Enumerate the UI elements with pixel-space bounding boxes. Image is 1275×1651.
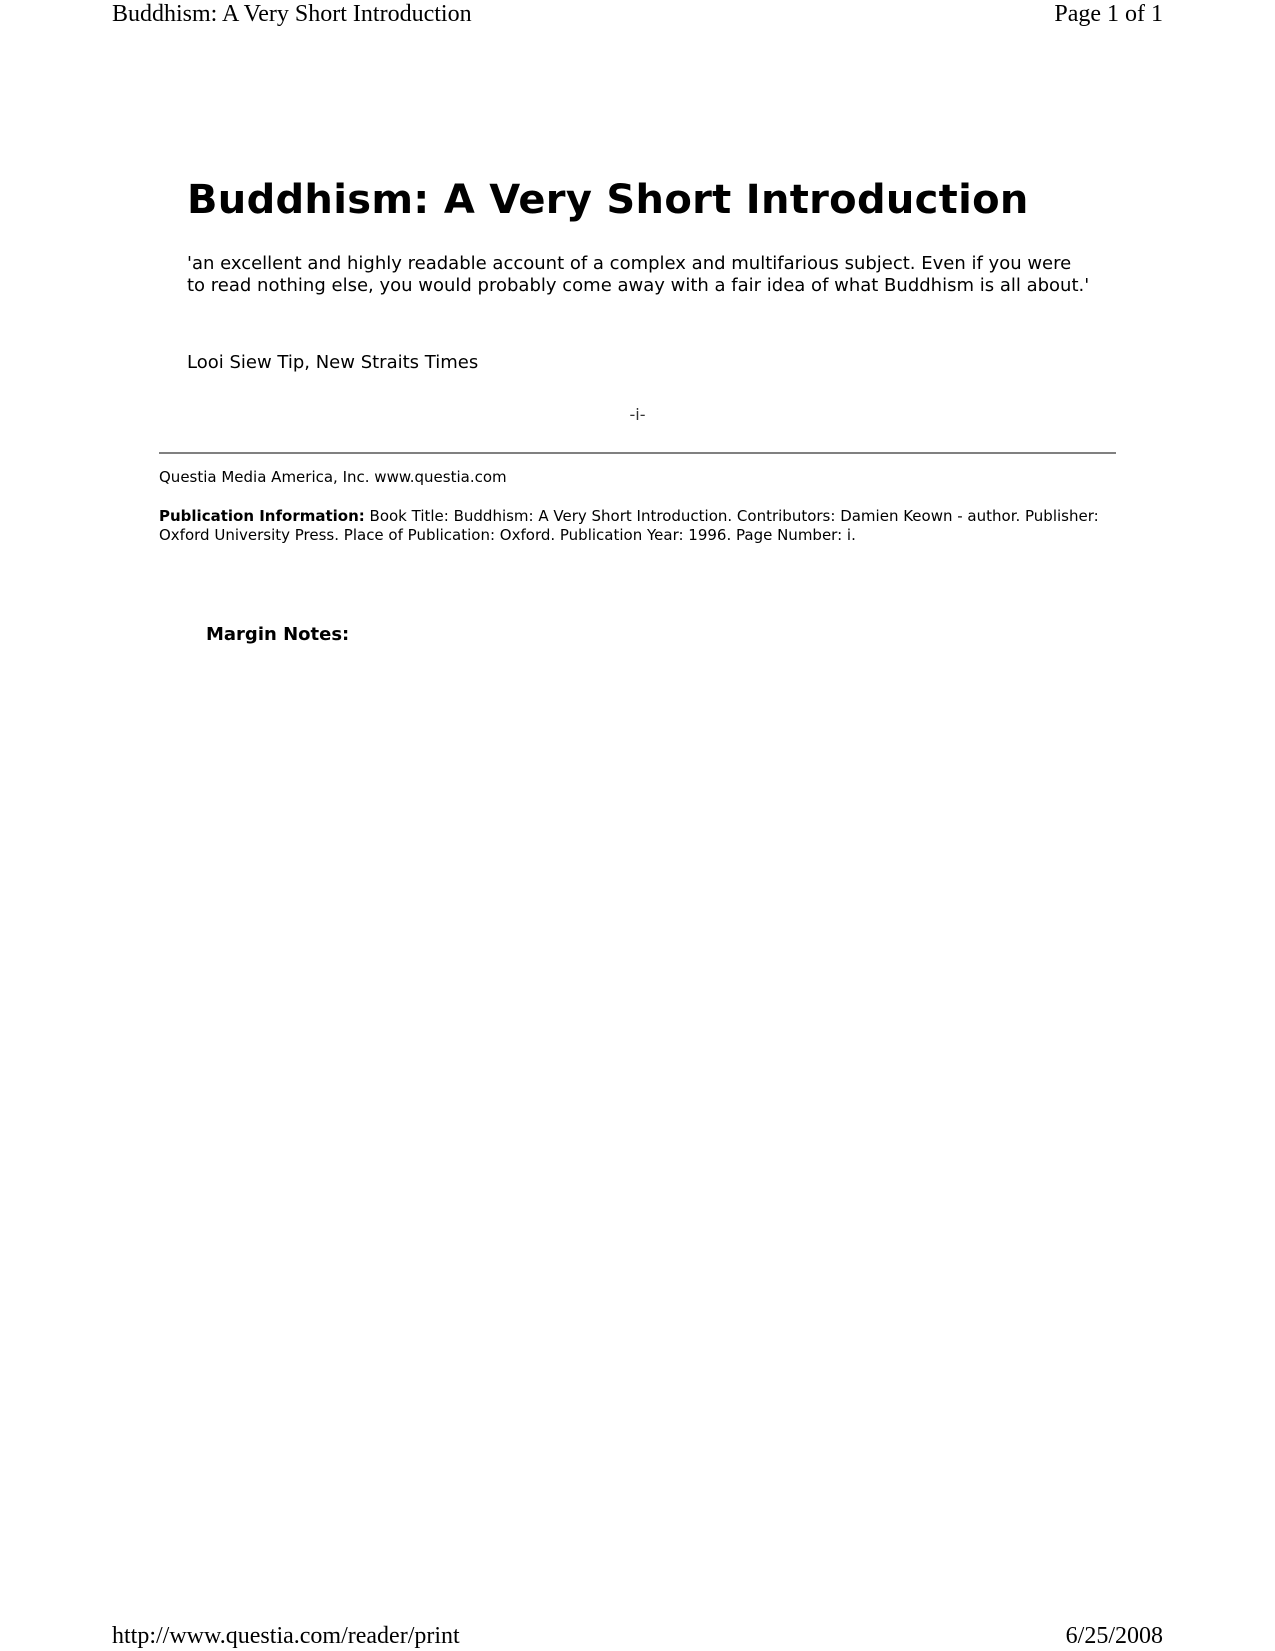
- publication-information: [159, 507, 1119, 545]
- print-header-page-count: Page 1 of 1: [1054, 1, 1163, 27]
- print-footer-date: 6/25/2008: [1065, 1623, 1163, 1649]
- margin-notes-label: Margin Notes:: [206, 624, 350, 645]
- print-header-title: Buddhism: A Very Short Introduction: [112, 1, 472, 27]
- publication-information-text: Book Title: Buddhism: A Very Short Introduction. Contributors: Damien Keown - author. Publisher: Oxford University Press. Place of Publication: Oxford. Publication Year: 1996. Page Number: i.: [159, 507, 1099, 544]
- publisher-line: Questia Media America, Inc. www.questia.com: [159, 468, 507, 486]
- quote-attribution: Looi Siew Tip, New Straits Times: [187, 352, 479, 373]
- page-number-marker: -i-: [629, 405, 646, 424]
- horizontal-divider: [159, 452, 1116, 454]
- publication-information-label: Publication Information:: [159, 507, 365, 525]
- review-quote: 'an excellent and highly readable account of a complex and multifarious subject. Even if you were to read nothing else, you would probably come away with a fair idea of what Buddhism is all about.': [187, 253, 1090, 296]
- book-title: Buddhism: A Very Short Introduction: [187, 177, 1029, 223]
- print-footer-url: http://www.questia.com/reader/print: [112, 1623, 460, 1649]
